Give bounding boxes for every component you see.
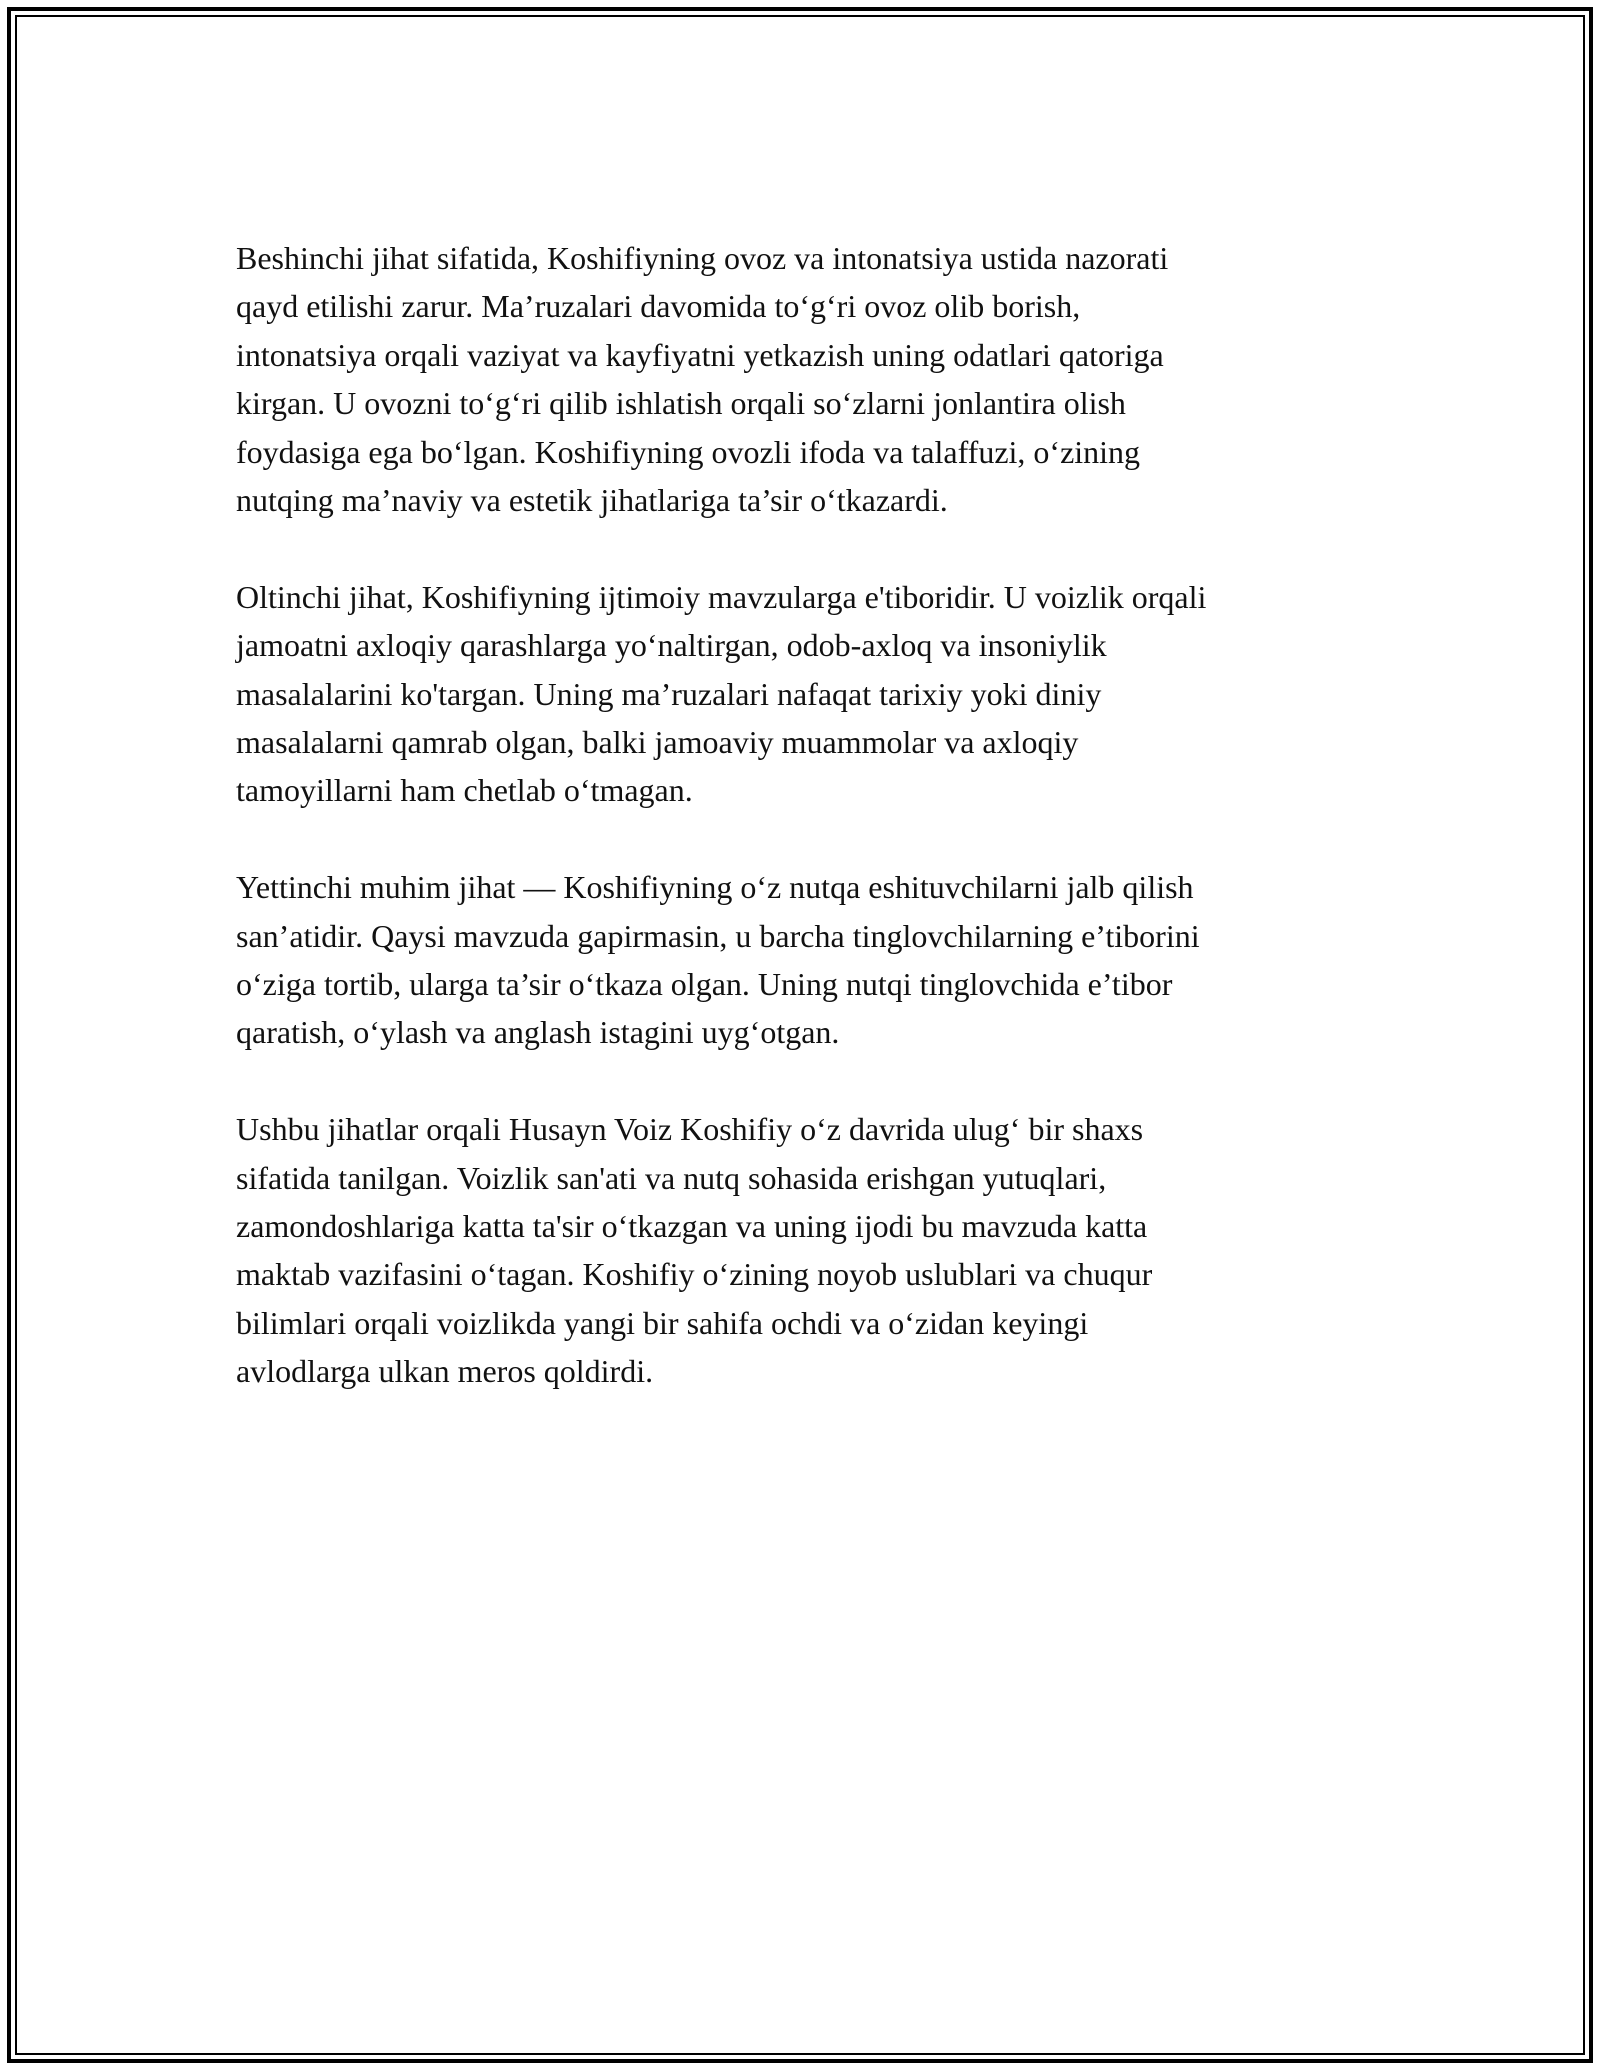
text-line: Ushbu jihatlar orqali Husayn Voiz Koshifiy o‘z davrida ulug‘ bir shaxs xyxy=(236,1111,1144,1148)
text-line: Oltinchi jihat, Koshifiyning ijtimoiy mavzularga e'tiboridir. U voizlik orqali xyxy=(236,578,1207,615)
text-line: nutqing ma’naviy va estetik jihatlariga ta’sir o‘tkazardi. xyxy=(236,482,948,519)
text-line: maktab vazifasini o‘tagan. Koshifiy o‘zining noyob uslublari va chuqur xyxy=(236,1256,1153,1293)
text-line: foydasiga ega bo‘lgan. Koshifiyning ovozli ifoda va talaffuzi, o‘zining xyxy=(236,433,1141,470)
text-line: Beshinchi jihat sifatida, Koshifiyning ovoz va intonatsiya ustida nazorati xyxy=(236,240,1169,276)
text-line: jamoatni axloqiy qarashlarga yo‘naltirgan, odob-axloq va insoniylik xyxy=(236,627,1107,664)
text-line: sifatida tanilgan. Voizlik san'ati va nutq sohasida erishgan yutuqlari, xyxy=(236,1159,1107,1196)
text-line: intonatsiya orqali vaziyat va kayfiyatni yetkazish uning odatlari qatoriga xyxy=(236,336,1164,373)
paragraph-6th-aspect xyxy=(236,573,1376,815)
text-line: Yettinchi muhim jihat — Koshifiyning o‘z nutqa eshituvchilarni jalb qilish xyxy=(236,869,1194,906)
text-line: bilimlari orqali voizlikda yangi bir sahifa ochdi va o‘zidan keyingi xyxy=(236,1304,1089,1341)
paragraph-5th-aspect xyxy=(236,234,1376,524)
text-line: san’atidir. Qaysi mavzuda gapirmasin, u barcha tinglovchilarning e’tiborini xyxy=(236,917,1200,954)
text-line: masalalarini ko'targan. Uning ma’ruzalari nafaqat tarixiy yoki diniy xyxy=(236,675,1102,712)
document-body xyxy=(236,234,1376,1396)
paragraph-conclusion xyxy=(236,1105,1376,1395)
text-line: avlodlarga ulkan meros qoldirdi. xyxy=(236,1353,654,1390)
text-line: masalalarni qamrab olgan, balki jamoaviy muammolar va axloqiy xyxy=(236,724,1079,761)
paragraph-7th-aspect xyxy=(236,863,1376,1057)
text-line: qayd etilishi zarur. Ma’ruzalari davomida to‘g‘ri ovoz olib borish, xyxy=(236,288,1081,325)
text-line: tamoyillarni ham chetlab o‘tmagan. xyxy=(236,772,693,809)
text-line: zamondoshlariga katta ta'sir o‘tkazgan va uning ijodi bu mavzuda katta xyxy=(236,1208,1148,1245)
text-line: qaratish, o‘ylash va anglash istagini uyg‘otgan. xyxy=(236,1014,840,1051)
text-line: o‘ziga tortib, ularga ta’sir o‘tkaza olgan. Uning nutqi tinglovchida e’tibor xyxy=(236,966,1173,1003)
text-line: kirgan. U ovozni to‘g‘ri qilib ishlatish orqali so‘zlarni jonlantira olish xyxy=(236,385,1126,422)
